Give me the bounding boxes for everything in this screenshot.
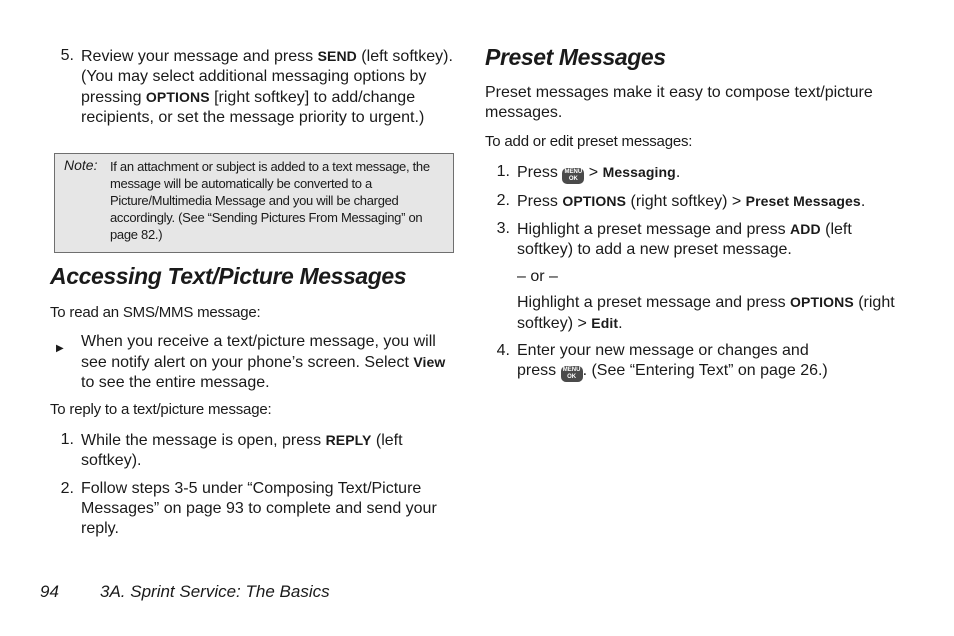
step-number: 2.	[496, 192, 510, 209]
section-heading: Preset Messages	[485, 44, 666, 70]
bullet-arrow-icon: ▶	[56, 343, 64, 354]
preset-step-1-text: Press MENU OK > Messaging.	[517, 164, 681, 182]
edit-label: Edit	[591, 315, 619, 331]
read-intro: To read an SMS/MMS message:	[50, 304, 261, 321]
reply-key-label: REPLY	[325, 432, 372, 448]
add-key-label: ADD	[790, 221, 821, 237]
preset-messages-label: Preset Messages	[745, 193, 861, 209]
preset-step-3-alt-text: Highlight a preset message and press OPTIONS (right softkey) > Edit.	[517, 294, 895, 332]
step-number: 2.	[60, 480, 74, 497]
view-key-label: View	[413, 354, 446, 370]
footer-section-title: 3A. Sprint Service: The Basics	[100, 582, 330, 601]
note-text: If an attachment or subject is added to a text message, the message will be automatically be converted to a Picture/Multimedia Message and you will be charged accordingly. (See “Sending Pictures From Messaging” on page 82.)	[110, 159, 430, 242]
intro-text: Preset messages make it easy to compose text/picture messages.	[485, 84, 873, 121]
page-number: 94	[40, 582, 59, 601]
preset-step-2-text: Press OPTIONS (right softkey) > Preset Messages.	[517, 193, 866, 210]
or-separator: – or –	[517, 268, 558, 285]
preset-step-4-text: Enter your new message or changes and press MENU OK . (See “Entering Text” on page 26.)	[517, 342, 828, 380]
preset-intro: To add or edit preset messages:	[485, 133, 693, 150]
step-number: 1.	[496, 163, 510, 180]
send-key-label: SEND	[317, 48, 357, 64]
step-number: 1.	[60, 431, 74, 448]
options-key-label: OPTIONS	[145, 89, 210, 105]
messaging-label: Messaging	[602, 164, 676, 180]
preset-step-3-text: Highlight a preset message and press ADD (left softkey) to add a new preset message.	[517, 221, 852, 258]
bullet-text: When you receive a text/picture message, you will see notify alert on your phone’s screen. Select View to see the entire message.	[81, 333, 446, 391]
step-5-text: Review your message and press SEND (left softkey). (You may select additional messaging options by pressing OPTIONS [right softkey] to add/change recipients, or set the message priority to urgent.)	[81, 48, 453, 126]
note-box	[54, 153, 454, 253]
reply-step-1-text: While the message is open, press REPLY (left softkey).	[81, 432, 403, 469]
section-heading: Accessing Text/Picture Messages	[50, 263, 407, 289]
options-key-label: OPTIONS	[790, 294, 854, 310]
reply-intro: To reply to a text/picture message:	[50, 401, 272, 418]
note-label: Note:	[64, 157, 98, 173]
menu-ok-key-icon: MENU OK	[561, 366, 583, 382]
step-number: 4.	[496, 342, 510, 359]
menu-ok-key-icon: MENU OK	[562, 168, 584, 184]
reply-step-2-text: Follow steps 3-5 under “Composing Text/Picture Messages” on page 93 to complete and send your reply.	[81, 480, 437, 537]
options-key-label: OPTIONS	[562, 193, 627, 209]
step-number: 3.	[496, 220, 510, 237]
step-number: 5.	[60, 47, 74, 64]
